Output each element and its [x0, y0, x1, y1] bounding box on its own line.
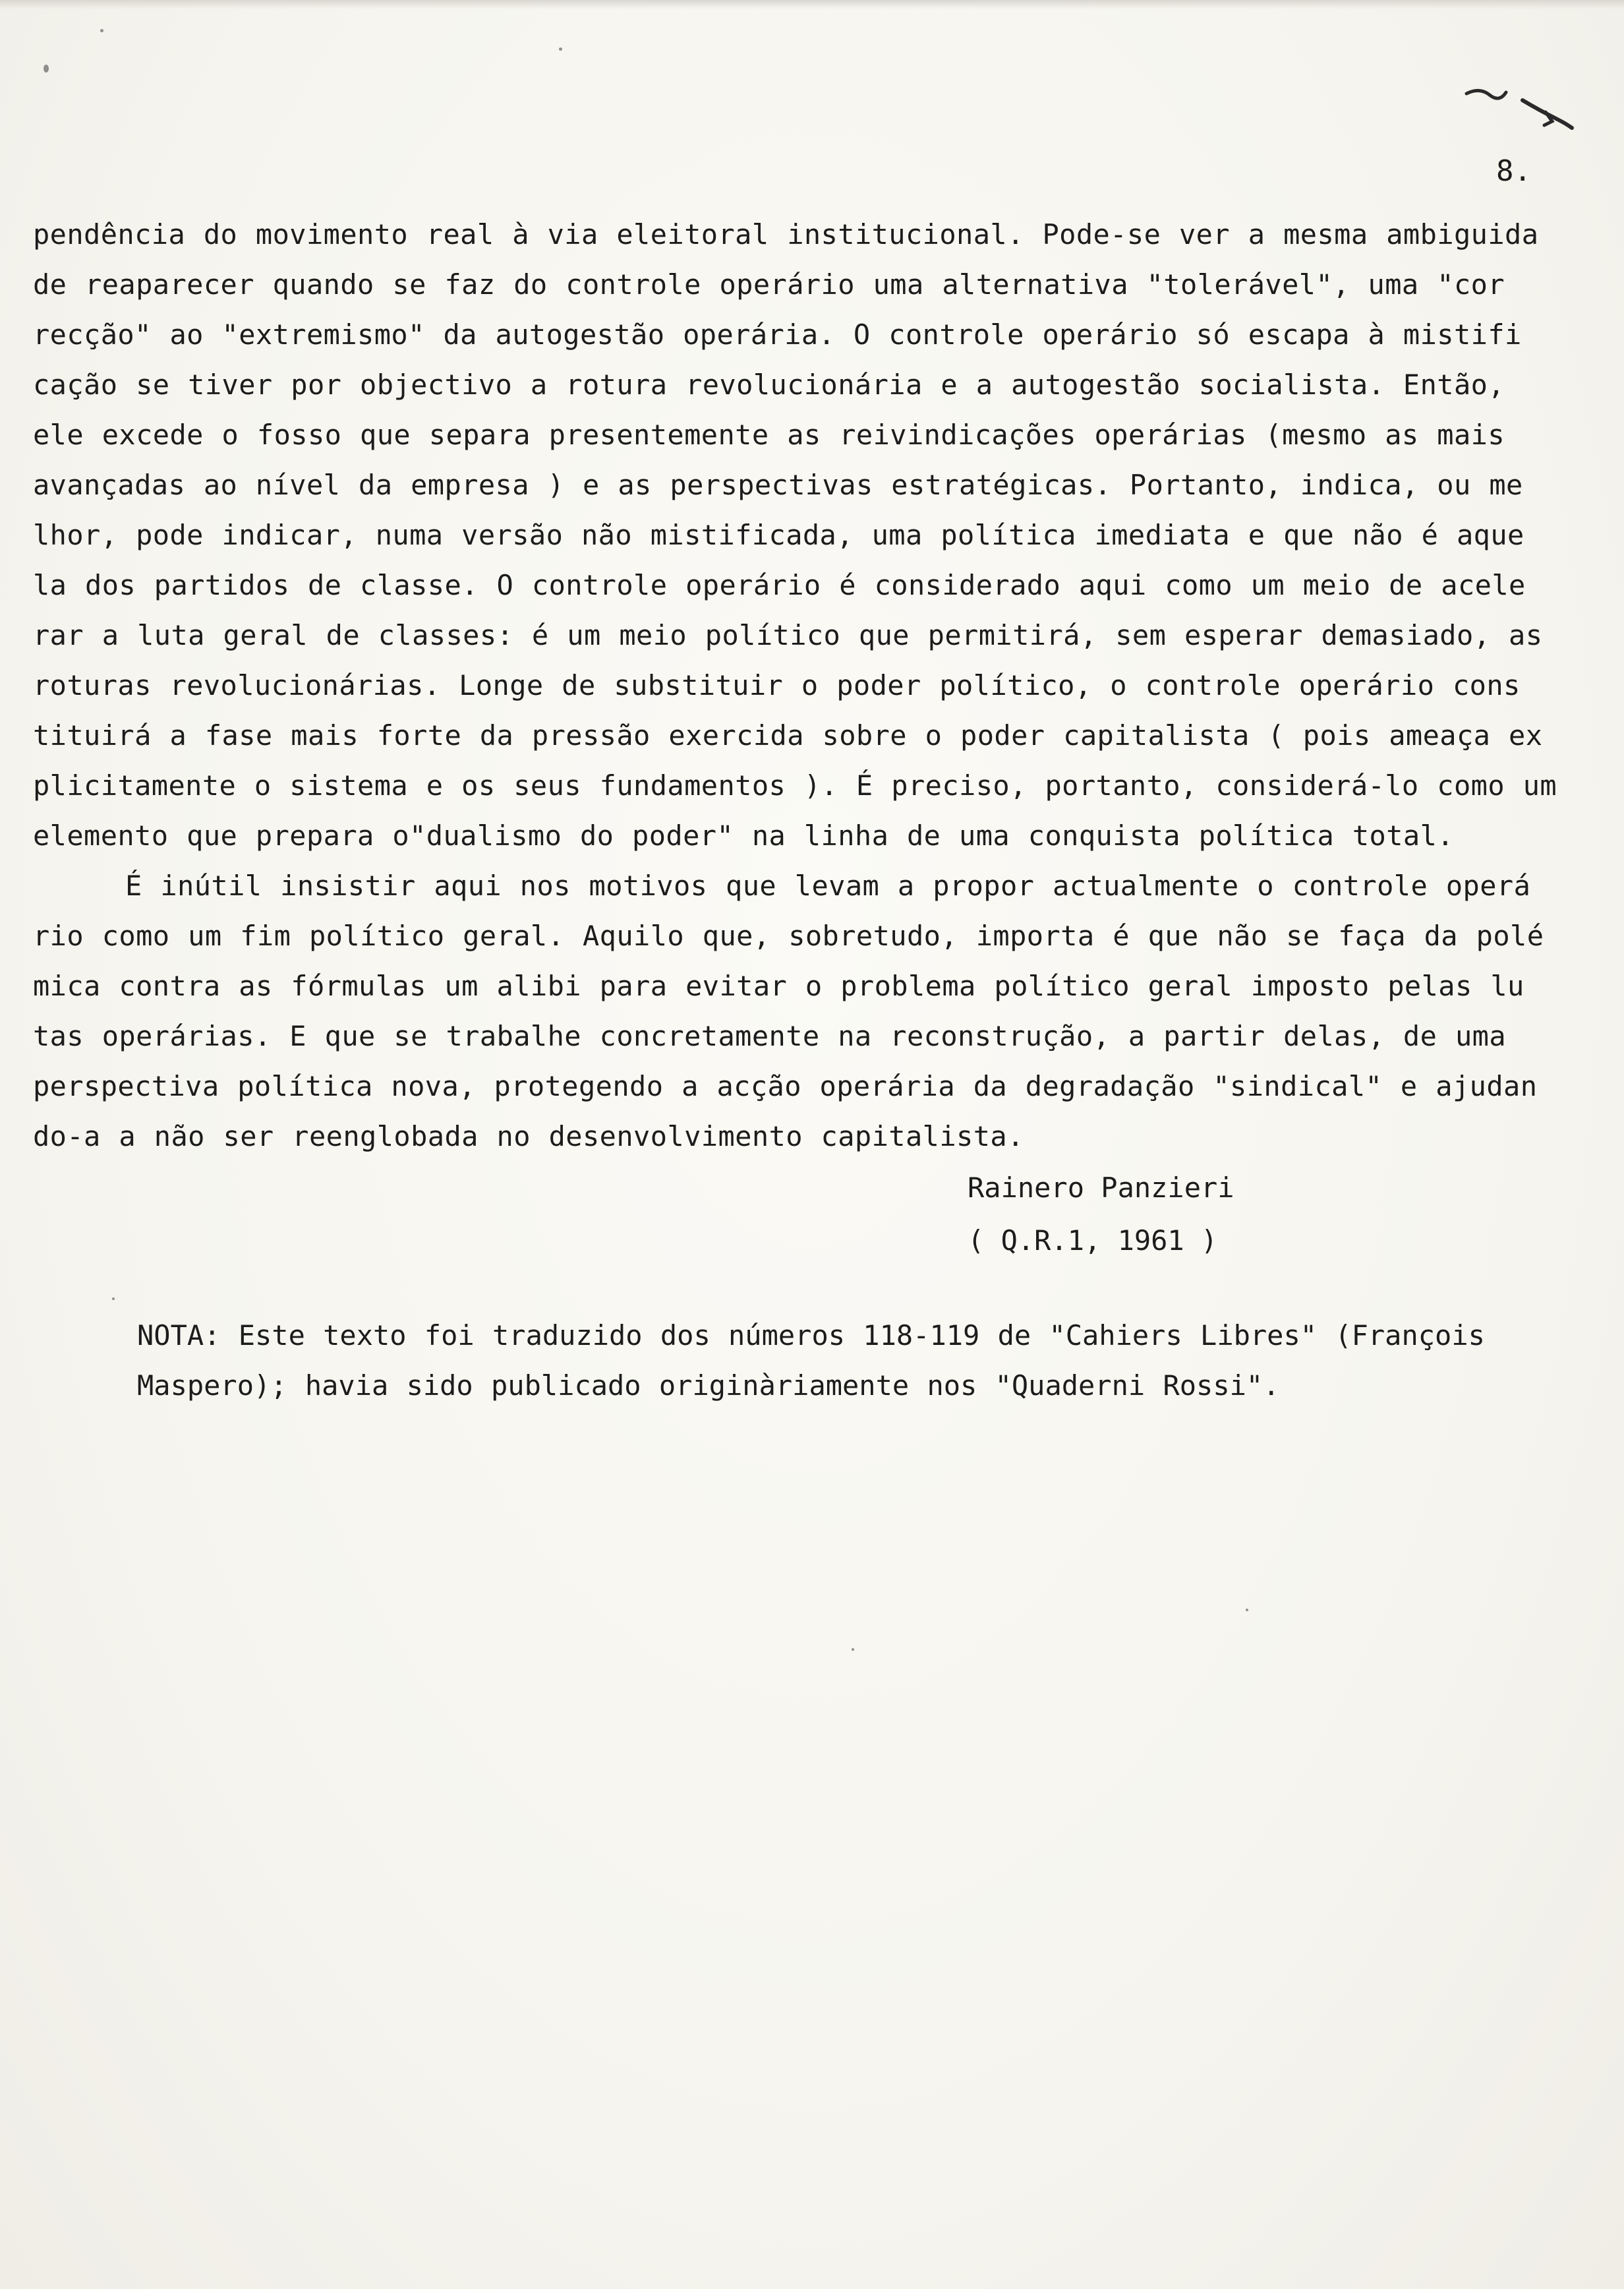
- main-text: [33, 210, 1575, 1162]
- scan-speck: [44, 65, 49, 73]
- scan-speck: [100, 29, 103, 32]
- source-reference: ( Q.R.1, 1961 ): [968, 1224, 1218, 1257]
- signature-block: [968, 1162, 1234, 1267]
- scan-top-edge: [0, 0, 1624, 9]
- page-number: 8.: [1496, 154, 1532, 188]
- author-name: Rainero Panzieri: [968, 1172, 1234, 1204]
- scan-speck: [852, 1648, 854, 1651]
- scan-speck: [1246, 1609, 1248, 1611]
- scan-speck: [112, 1297, 115, 1300]
- translation-note: NOTA: Este texto foi traduzido dos números 118-119 de "Cahiers Libres" (François Maspero); havia sido publicado originàriamente nos "Quaderni Rossi".: [137, 1319, 1503, 1402]
- handwritten-mark-icon: [1460, 80, 1579, 153]
- paragraph-1: pendência do movimento real à via eleitoral institucional. Pode-se ver a mesma ambiguida de reaparecer quando se faz do controle operário uma alternativa "tolerável", uma "cor recção" ao "extremismo" da autogestão operária. O controle operário só escapa à mistifi cação se tiver por objectivo a rotura revolucionária e a autogestão socialista. Então, ele excede o fosso que separa presentemente as reivindicações operárias (mesmo as mais avançadas ao nível da empresa ) e as perspectivas estratégicas. Portanto, indica, ou me lhor, pode indicar, numa versão não mistificada, uma política imediata e que não é aque la dos partidos de classe. O controle operário é considerado aqui como um meio de acele rar a luta geral de classes: é um meio político que permitirá, sem esperar demasiado, as roturas revolucionárias. Longe de substituir o poder político, o controle operário cons tituirá a fase mais forte da pressão exercida sobre o poder capitalista ( pois ameaça ex plicitamente o sistema e os seus fundamentos ). É preciso, portanto, considerá-lo como um elemento que prepara o"dualismo do poder" na linha de uma conquista política total.: [33, 218, 1575, 852]
- paragraph-2: É inútil insistir aqui nos motivos que levam a propor actualmente o controle operá rio como um fim político geral. Aquilo que, sobretudo, importa é que não se faça da polé mica contra as fórmulas um alibi para evitar o problema político geral imposto pelas lu tas operárias. E que se trabalhe concretamente na reconstrução, a partir delas, de uma perspectiva política nova, protegendo a acção operária da degradação "sindical" e ajudan do-a a não ser reenglobada no desenvolvimento capitalista.: [33, 870, 1563, 1152]
- scan-speck: [559, 47, 562, 51]
